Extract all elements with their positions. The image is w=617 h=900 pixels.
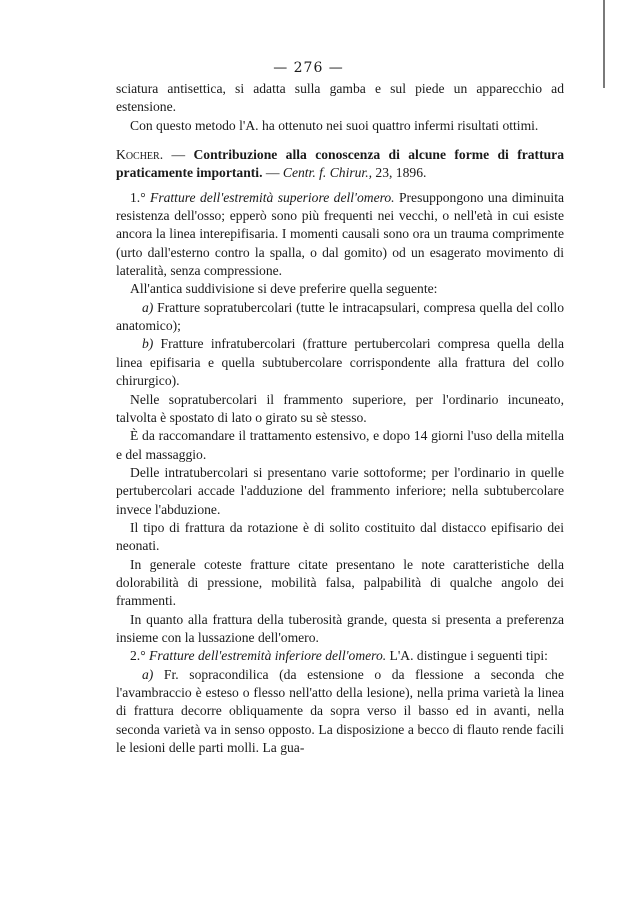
section-1-title: Fratture dell'estremità superiore dell'omero. [150,189,395,205]
list-item-2a-text: Fr. sopracondilica (da estensione o da flessione a seconda che l'avambraccio è esteso o flesso nell'atto della lesione), nella prima varietà la linea di frattura decorre obliquamente da sopra verso il basso ed in avanti, nella seconda varietà va in senso opposto. La disposizione a becco di flauto rende facili le lesioni delle parti molli. La gua- [116,666,564,756]
paragraph-sopratubercolari: Nelle sopratubercolari il frammento superiore, per l'ordinario incuneato, talvolta è spostato di lato o girato su sè stesso. [116,391,564,425]
article-title: Contribuzione alla conoscenza di alcune forme di frattura praticamente importanti. [116,147,565,181]
article-heading [116,146,564,183]
section-1-number: 1.° [130,189,151,205]
list-item-a-text: Fratture sopratubercolari (tutte le intracapsulari, compresa quella del collo anatomico); [116,299,564,334]
list-item-b-text: Fratture infratubercolari (fratture pertubercolari compresa quella della linea epifisaria e quella subtubercolare corrispondente alla frattura del collo chirurgico). [116,336,564,389]
section-1-text: Presuppongono una diminuita resistenza dell'osso; epperò sono più frequenti nei vecchi, o nell'età in cui esiste ancora la linea interepifisaria. I momenti causali sono ora un trauma comprimente (urto dall'esterno contro la spalla, o dal gomito) od un esagerato movimento di lateralità, senza compressione. [116,189,565,279]
article-source: Centr. f. Chirur., [282,165,373,181]
paragraph-generale: In generale coteste fratture citate presentano le note caratteristiche della dolorabilità di pressione, mobilità falsa, palpabilità di qualche angolo dei frammenti. [116,556,564,609]
list-item-b [116,335,564,390]
paragraph-trattamento: È da raccomandare il trattamento estensivo, e dopo 14 giorni l'uso della mitella e del massaggio. [116,428,564,462]
paragraph-rotazione: Il tipo di frattura da rotazione è di solito costituito dal distacco epifisario dei neonati. [116,519,564,554]
list-item-a [116,299,564,336]
section-2-paragraph [116,647,564,665]
paragraph-subdivision: All'antica suddivisione si deve preferire quella seguente: [130,281,438,297]
heading-dash: — [163,147,194,163]
page-number: — 276 — [273,60,344,76]
body-text [116,80,564,757]
paragraph-tuberosita: In quanto alla frattura della tuberosità grande, questa si presenta a preferenza insieme con la lussazione dell'omero. [116,611,564,645]
list-item-2a-label: a) [142,666,154,682]
list-item-a-label: a) [142,299,154,315]
section-2-title: Fratture dell'estremità inferiore dell'omero. [149,648,387,664]
list-item-2a [116,666,564,758]
article-author: Kocher. [116,147,164,163]
section-2-number: 2.° [130,648,150,664]
article-citation: 23, 1896. [372,165,427,181]
paragraph-continuation: sciatura antisettica, si adatta sulla gamba e sul piede un apparecchio ad estensione. [116,81,564,115]
paragraph-intratubercolari: Delle intratubercolari si presentano varie sottoforme; per l'ordinario in quelle pertubercolari accade l'adduzione del frammento inferiore; nella subtubercolare invece l'abduzione. [116,464,564,517]
list-item-b-label: b) [142,336,154,352]
paragraph-results: Con questo metodo l'A. ha ottenuto nei suoi quattro infermi risultati ottimi. [130,117,539,133]
section-1-paragraph [116,189,564,281]
section-2-text: L'A. distingue i seguenti tipi: [386,648,548,664]
heading-dash-2: — [262,165,283,181]
